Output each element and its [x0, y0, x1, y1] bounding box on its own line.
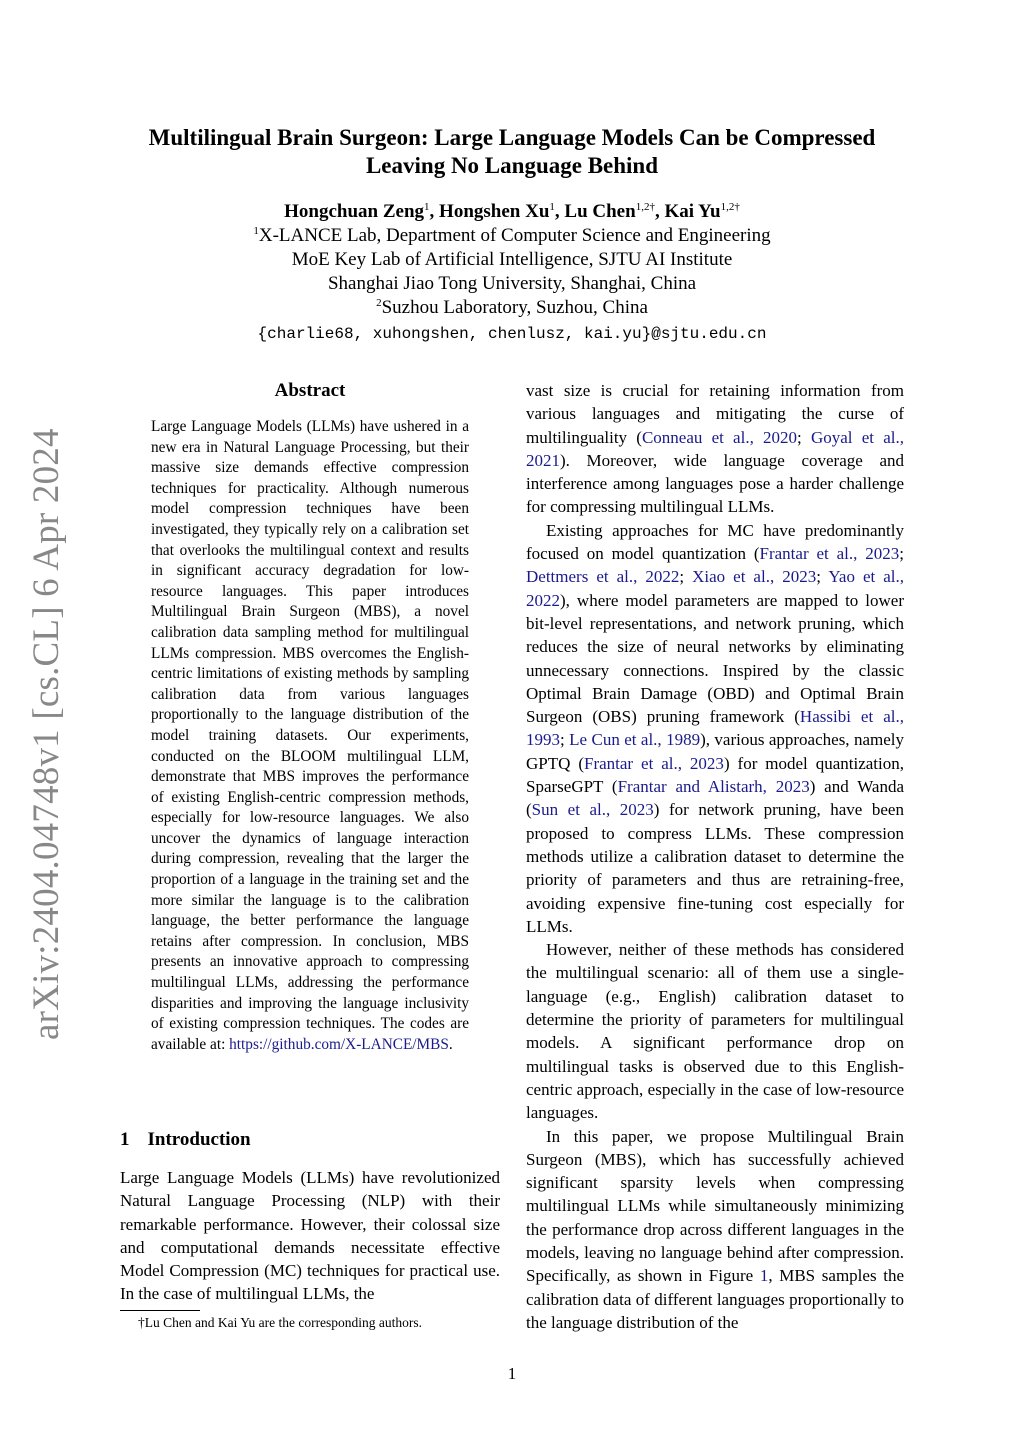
- introduction-paragraph: Large Language Models (LLMs) have revolutionized Natural Language Processing (NLP) with their remarkable performance. However, their colossal size and computational demands necessitate effective Model Compression (MC) techniques for practical use. In the case of multilingual LLMs, the: [120, 1168, 500, 1304]
- paragraph-text: Existing approaches for MC have predominantly focused on model quantization (: [526, 520, 904, 564]
- paragraph: [526, 519, 904, 938]
- citation-link[interactable]: Hassibi et al., 1993: [526, 707, 904, 750]
- figure-reference-link[interactable]: 1: [759, 1266, 769, 1286]
- author-name: Hongshen Xu: [439, 201, 550, 222]
- citation-separator: ;: [797, 427, 811, 447]
- citation-link[interactable]: Frantar et al., 2023: [584, 753, 724, 773]
- code-repository-link[interactable]: https://github.com/X-LANCE/MBS: [229, 1035, 449, 1053]
- section-heading-introduction: [120, 1129, 251, 1151]
- right-column: [526, 379, 904, 1334]
- affiliation-1-line-1: [150, 224, 874, 248]
- affiliation-mark: 2: [376, 297, 382, 309]
- footnote-corresponding-authors: †Lu Chen and Kai Yu are the corresponding authors.: [138, 1315, 423, 1330]
- paragraph-text: ). Moreover, wide language coverage and interference among languages pose a harder challenge for compressing multilingual LLMs.: [526, 450, 904, 517]
- affiliation-text: Suzhou Laboratory, Suzhou, China: [381, 297, 648, 318]
- citation-link[interactable]: Le Cun et al., 1989: [569, 730, 701, 750]
- paragraph-text: ), various approaches, namely GPTQ (: [526, 730, 904, 773]
- paragraph: [526, 1125, 904, 1335]
- paragraph-text: ) for network pruning, have been proposed to compress LLMs. These compression methods utilize a calibration dataset to determine the priority of parameters and thus are retraining-free, avoiding expensive fine-tuning cost especially for LLMs.: [526, 800, 904, 936]
- author-name: Kai Yu: [664, 201, 721, 222]
- author-name: Lu Chen: [564, 201, 636, 222]
- citation-separator: ;: [899, 544, 904, 564]
- section-number: 1: [120, 1129, 130, 1150]
- paragraph-text: vast size is crucial for retaining information from various languages and mitigating the curse of multilinguality (: [526, 381, 904, 447]
- paragraph: [526, 379, 904, 519]
- citation-link[interactable]: Yao et al., 2022: [526, 567, 904, 610]
- citation-link[interactable]: Goyal et al., 2021: [526, 427, 904, 470]
- paragraph-text: ) for model quantization, SparseGPT (: [526, 753, 904, 797]
- abstract-end: .: [448, 1035, 453, 1053]
- author-affiliation-mark: 1: [424, 201, 430, 213]
- author-affiliation-mark: 1,2†: [720, 201, 740, 213]
- citation-link[interactable]: Sun et al., 2023: [531, 800, 654, 820]
- paragraph-text: ) and Wanda (: [526, 777, 904, 820]
- author-emails: {charlie68, xuhongshen, chenlusz, kai.yu}@sjtu.edu.cn: [257, 325, 767, 343]
- affiliation-1-line-3: Shanghai Jiao Tong University, Shanghai, China: [327, 273, 697, 294]
- citation-link[interactable]: Dettmers et al., 2022: [526, 567, 680, 587]
- paragraph-text: , MBS samples the calibration data of different languages proportionally to the language distribution of the: [526, 1266, 904, 1332]
- abstract-heading: Abstract: [274, 380, 346, 401]
- author-name: Hongchuan Zeng: [284, 201, 425, 222]
- paragraph-text: In this paper, we propose Multilingual Brain Surgeon (MBS), which has successfully achieved significant sparsity levels when compressing multilingual LLMs while simultaneously minimizing the performance drop across different languages in the models, leaving no language behind after compression. Specifically, as shown in Figure: [526, 1126, 904, 1286]
- affiliation-2-line-1: [150, 296, 874, 320]
- section-title: Introduction: [147, 1129, 251, 1150]
- abstract-body: [151, 417, 469, 1055]
- author-affiliation-mark: 1: [549, 201, 555, 213]
- paragraph: However, neither of these methods has considered the multilingual scenario: all of them use a single-language (e.g., English) calibration dataset to determine the priority of parameters for multilingual models. A significant performance drop on multilingual tasks is observed due to this English-centric approach, especially in the case of low-resource languages.: [526, 940, 904, 1123]
- citation-separator: ;: [816, 567, 829, 587]
- paper-title: [100, 124, 924, 180]
- author-block: [150, 200, 874, 346]
- title-line-1: Multilingual Brain Surgeon: Large Language Models Can be Compressed: [148, 125, 876, 150]
- paragraph-text: ), where model parameters are mapped to lower bit-level representations, and network pruning, which reduces the size of neural networks by eliminating unnecessary connections. Inspired by the classic Optimal Brain Damage (OBD) and Optimal Brain Surgeon (OBS) pruning framework (: [526, 590, 904, 727]
- author-affiliation-mark: 1,2†: [635, 201, 655, 213]
- affiliation-1-line-2: MoE Key Lab of Artificial Intelligence, SJTU AI Institute: [291, 249, 733, 270]
- citation-link[interactable]: Conneau et al., 2020: [641, 427, 798, 447]
- citation-link[interactable]: Frantar and Alistarh, 2023: [617, 777, 810, 797]
- abstract-text: Large Language Models (LLMs) have ushered in a new era in Natural Language Processing, but their massive size demands effective compression techniques for practicality. Although numerous model compression techniques have been investigated, they typically rely on a calibration set that overlooks the multilingual context and results in significant accuracy degradation for low-resource languages. This paper introduces Multilingual Brain Surgeon (MBS), a novel calibration data sampling method for multilingual LLMs compression. MBS overcomes the English-centric limitations of existing methods by sampling calibration data from various languages proportionally to the language distribution of the model training datasets. Our experiments, conducted on the BLOOM multilingual LLM, demonstrate that MBS improves the performance of existing English-centric compression methods, especially for low-resource languages. We also uncover the dynamics of language interaction during compression, revealing that the larger the proportion of a language in the training set and the more similar the language is to the calibration language, the better performance the language retains after compression. In conclusion, MBS presents an innovative approach to compressing multilingual LLMs, addressing the performance disparities and improving the language inclusivity of existing compression techniques. The codes are available at:: [151, 418, 469, 1053]
- title-line-2: Leaving No Language Behind: [365, 153, 659, 178]
- citation-separator: ;: [560, 730, 570, 750]
- affiliation-text: X-LANCE Lab, Department of Computer Science and Engineering: [258, 225, 771, 246]
- page-number: 1: [507, 1364, 517, 1383]
- author-names: Hongchuan Zeng$^1$, Hongshen Xu$^1$, Lu Chen$^{1,2\dagger}$, Kai $Yu^{1,2\dagger}$: [284, 201, 740, 222]
- citation-link[interactable]: Xiao et al., 2023: [692, 567, 817, 587]
- arxiv-identifier-stamp: arXiv:2404.04748v1 [cs.CL] 6 Apr 2024: [26, 428, 67, 1040]
- affiliation-mark: 1: [253, 225, 259, 237]
- citation-link[interactable]: Frantar et al., 2023: [759, 544, 900, 564]
- citation-separator: ;: [679, 567, 693, 587]
- footnote-divider: [120, 1310, 200, 1311]
